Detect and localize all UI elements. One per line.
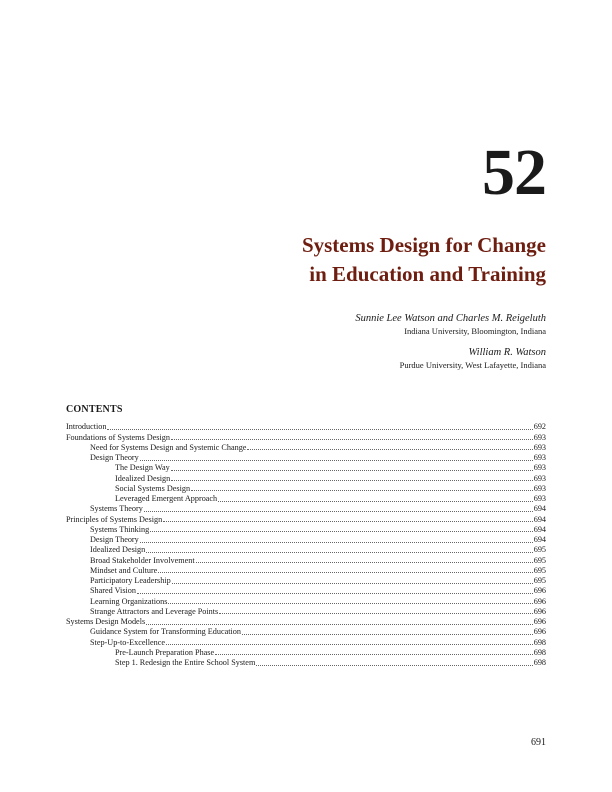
toc-entry-page: 693	[533, 463, 546, 473]
toc-entry-label: Step-Up-to-Excellence	[90, 637, 166, 647]
toc-dot-leader	[171, 438, 533, 440]
toc-entry[interactable]	[66, 576, 546, 586]
toc-entry-page: 693	[533, 473, 546, 483]
toc-entry-label: Idealized Design	[90, 545, 146, 555]
toc-dot-leader	[146, 623, 533, 625]
toc-entry-page: 693	[533, 483, 546, 493]
toc-entry-label: Need for Systems Design and Systemic Change	[90, 442, 247, 452]
toc-entry[interactable]	[66, 555, 546, 565]
toc-entry[interactable]	[66, 484, 546, 494]
toc-dot-leader	[171, 479, 532, 481]
toc-entry[interactable]	[66, 514, 546, 524]
toc-entry-page: 692	[533, 422, 546, 432]
toc-entry-label: Broad Stakeholder Involvement	[90, 555, 195, 565]
author-affiliation: Indiana University, Bloomington, Indiana	[404, 326, 546, 336]
chapter-title-line-1: Systems Design for Change	[301, 233, 546, 257]
toc-entry-label: Systems Theory	[90, 504, 143, 514]
toc-entry-label: Design Theory	[90, 535, 139, 544]
toc-entry-label: Leveraged Emergent Approach	[115, 494, 218, 503]
toc-dot-leader	[218, 500, 533, 502]
toc-entry-page: 696	[533, 617, 546, 626]
toc-entry-page: 696	[533, 586, 546, 596]
toc-entry-page: 694	[533, 514, 546, 524]
toc-entry[interactable]	[66, 525, 546, 535]
author-name: Sunnie Lee Watson and Charles M. Reigeluth	[355, 313, 546, 324]
toc-entry-label: Pre-Launch Preparation Phase	[115, 647, 215, 657]
toc-entry[interactable]	[66, 627, 546, 637]
author-block	[355, 312, 546, 380]
toc-entry-page: 698	[533, 637, 546, 647]
toc-entry[interactable]	[66, 535, 546, 545]
toc-entry-page: 695	[533, 565, 546, 575]
toc-entry-label: Strange Attractors and Leverage Points	[90, 606, 219, 616]
toc-entry[interactable]	[66, 422, 546, 432]
toc-dot-leader	[150, 530, 533, 532]
toc-dot-leader	[146, 551, 532, 553]
toc-entry-label: Participatory Leadership	[90, 576, 171, 585]
toc-dot-leader	[140, 459, 533, 461]
toc-dot-leader	[247, 448, 532, 450]
toc-entry-page: 694	[533, 535, 546, 544]
toc-dot-leader	[137, 592, 533, 594]
toc-entry-page: 695	[533, 576, 546, 585]
toc-dot-leader	[158, 571, 532, 573]
toc-entry-page: 695	[533, 545, 546, 555]
toc-dot-leader	[144, 510, 533, 512]
toc-entry[interactable]	[66, 443, 546, 453]
toc-entry[interactable]	[66, 617, 546, 627]
toc-entry-label: Guidance System for Transforming Education	[90, 627, 241, 637]
toc-entry-label: Learning Organizations	[90, 596, 168, 606]
toc-entry-label: Shared Vision	[90, 586, 136, 596]
chapter-title	[302, 231, 546, 289]
toc-entry-label: Mindset and Culture	[90, 565, 158, 575]
toc-entry-page: 698	[533, 647, 546, 657]
toc-entry[interactable]	[66, 463, 546, 473]
toc-entry-page: 694	[533, 524, 546, 534]
toc-dot-leader	[172, 582, 533, 584]
toc-dot-leader	[163, 520, 533, 522]
toc-dot-leader	[242, 633, 533, 635]
toc-dot-leader	[219, 612, 532, 614]
toc-entry-page: 693	[533, 442, 546, 452]
toc-dot-leader	[168, 602, 532, 604]
toc-entry-label: Foundations of Systems Design	[66, 432, 170, 442]
toc-entry[interactable]	[66, 607, 546, 617]
toc-entry-label: Systems Design Models	[66, 617, 146, 626]
toc-entry-page: 695	[533, 555, 546, 565]
table-of-contents	[66, 422, 546, 668]
toc-entry-page: 694	[533, 504, 546, 514]
page-number: 691	[531, 737, 546, 748]
toc-entry-page: 698	[533, 658, 546, 667]
toc-entry-label: Idealized Design	[115, 473, 171, 483]
toc-entry-page: 696	[533, 606, 546, 616]
toc-entry[interactable]	[66, 432, 546, 442]
toc-entry-label: The Design Way	[115, 463, 170, 473]
toc-entry-label: Design Theory	[90, 453, 139, 462]
toc-dot-leader	[215, 653, 533, 655]
toc-dot-leader	[140, 541, 533, 543]
chapter-title-line-2: in Education and Training	[309, 262, 546, 286]
author-affiliation: Purdue University, West Lafayette, Indiana	[399, 360, 546, 370]
toc-entry[interactable]	[66, 637, 546, 647]
toc-dot-leader	[107, 428, 532, 430]
toc-entry[interactable]	[66, 586, 546, 596]
toc-entry[interactable]	[66, 504, 546, 514]
toc-entry[interactable]	[66, 545, 546, 555]
contents-heading: CONTENTS	[66, 404, 123, 415]
toc-entry-label: Step 1. Redesign the Entire School System	[115, 658, 256, 667]
author-name: William R. Watson	[468, 347, 546, 358]
toc-entry-label: Introduction	[66, 422, 107, 432]
toc-entry[interactable]	[66, 473, 546, 483]
toc-entry-label: Systems Thinking	[90, 524, 150, 534]
toc-dot-leader	[171, 469, 533, 471]
toc-entry-page: 693	[533, 432, 546, 442]
toc-dot-leader	[256, 664, 532, 666]
toc-dot-leader	[166, 643, 533, 645]
toc-entry[interactable]	[66, 566, 546, 576]
toc-entry[interactable]	[66, 453, 546, 463]
toc-dot-leader	[191, 489, 533, 491]
toc-entry-label: Principles of Systems Design	[66, 514, 163, 524]
toc-entry-label: Social Systems Design	[115, 483, 191, 493]
toc-dot-leader	[196, 561, 533, 563]
toc-entry[interactable]	[66, 648, 546, 658]
toc-entry[interactable]	[66, 596, 546, 606]
toc-entry[interactable]	[66, 494, 546, 504]
toc-entry-page: 693	[533, 494, 546, 503]
toc-entry-page: 693	[533, 453, 546, 462]
chapter-number: 52	[482, 136, 546, 209]
toc-entry-page: 696	[533, 627, 546, 637]
toc-entry-page: 696	[533, 596, 546, 606]
toc-entry[interactable]	[66, 658, 546, 668]
